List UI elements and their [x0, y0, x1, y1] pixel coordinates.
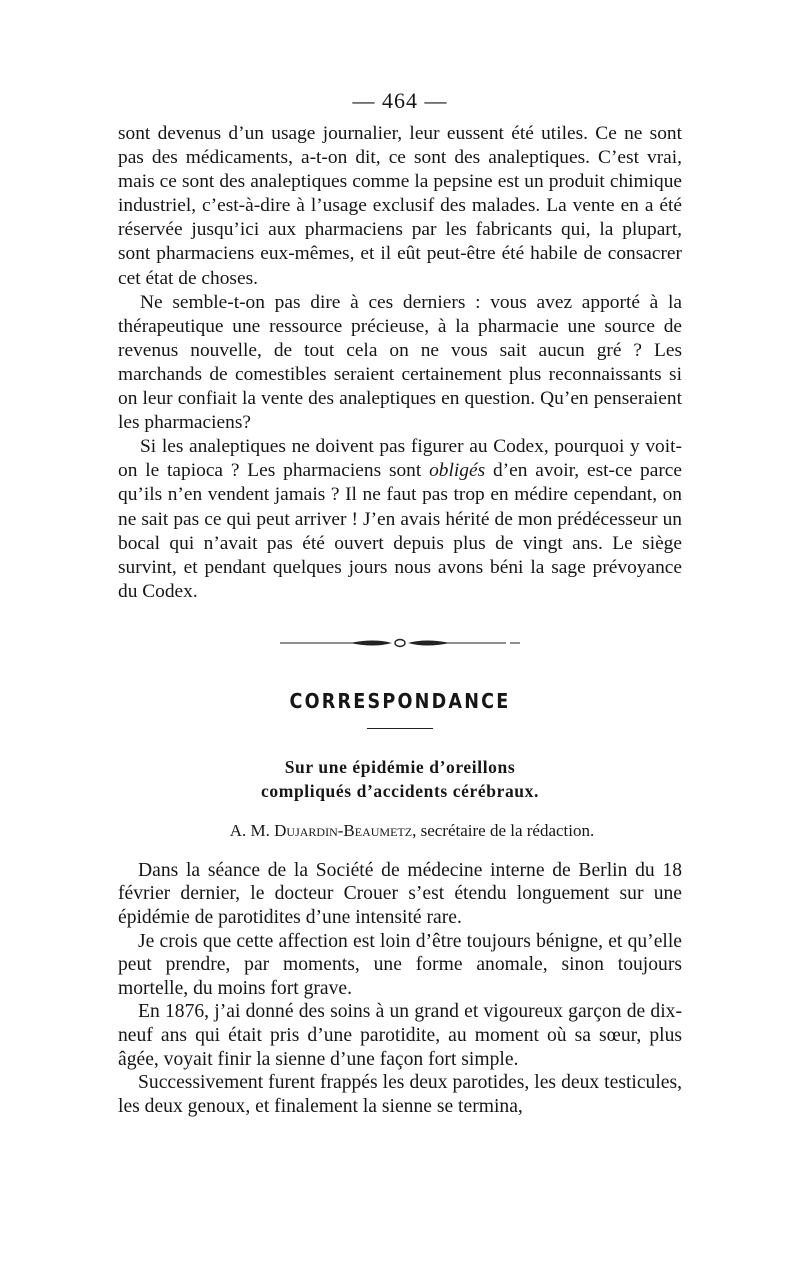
section-title: CORRESPONDANCE: [289, 688, 511, 713]
document-page: [118, 85, 682, 1118]
addressee-prefix: A. M.: [229, 820, 275, 840]
title-rule: [367, 728, 433, 729]
letter-body: [118, 859, 682, 1119]
article-title-line-1: Sur une épidémie d’oreillons: [284, 756, 516, 777]
paragraph-intro-1: sont devenus d’un usage journalier, leur eussent été utiles. Ce ne sont pas des médicaments, a-t-on dit, ce sont des analeptiques. C’est vrai, mais ce sont des analeptiques comme la pepsine est un produit chimique industriel, c’est-à-dire à l’usage exclusif des malades. La vente en a été réservée jusqu’ici aux pharmaciens par les fabricants qui, la plupart, sont pharmaciens eux-mêmes, et il eût peut-être été habile de consacrer cet état de choses.: [118, 123, 682, 289]
article-title-line-2: compliqués d’accidents cérébraux.: [261, 780, 539, 801]
page-number: — 464 —: [352, 88, 448, 113]
article-title: [118, 755, 682, 803]
paragraph-intro-3-end: d’en avoir, est-ce parce qu’ils n’en vendent jamais ? Il ne faut pas trop en médire cependant, on ne sait pas ce qui peut arriver ! J’en avais hérité de mon prédécesseur un bocal qui n’avait pas été ouvert depuis plus de vingt ans. Le siège survint, et pendant quelques jours nous avons béni la sage prévoyance du Codex.: [118, 460, 682, 602]
addressee-line: [118, 819, 682, 843]
paragraph-intro-2: Ne semble-t-on pas dire à ces derniers : vous avez apporté à la thérapeutique une ressource précieuse, à la pharmacie une source de revenus nouvelle, de tout cela on ne vous sait aucun gré ? Les marchands de comestibles seraient certainement plus reconnaissants si on leur confiait la vente des analeptiques en question. Qu’en penseraient les pharmaciens?: [118, 291, 682, 434]
section-divider-ornament: [280, 634, 520, 652]
paragraph-body-3: En 1876, j’ai donné des soins à un grand et vigoureux garçon de dix-neuf ans qui était pris d’une parotidite, au moment où sa sœur, plus âgée, voyait finir la sienne d’une façon fort simple.: [118, 1001, 682, 1070]
paragraph-body-4: Successivement furent frappés les deux parotides, les deux testicules, les deux genoux, et finalement la sienne se termina,: [118, 1072, 682, 1117]
addressee-suffix: , secrétaire de la rédaction.: [412, 820, 595, 840]
paragraph-intro-3-start: Si les analeptiques ne doivent pas figurer au Codex, pourquoi y voit-on le tapioca ? Les pharmaciens sont: [118, 436, 682, 482]
emphasis-obliges: obligés: [429, 460, 486, 482]
addressee-name: Dujardin-Beaumetz: [274, 820, 413, 840]
paragraph-body-1: Dans la séance de la Société de médecine interne de Berlin du 18 février dernier, le docteur Crouer s’est étendu longuement sur une épidémie de parotidites d’une intensité rare.: [118, 859, 682, 929]
paragraph-intro-3: [118, 435, 682, 604]
paragraph-body-2: Je crois que cette affection est loin d’être toujours bénigne, et qu’elle peut prendre, par moments, une forme anomale, sinon toujours mortelle, du moins fort grave.: [118, 930, 682, 999]
